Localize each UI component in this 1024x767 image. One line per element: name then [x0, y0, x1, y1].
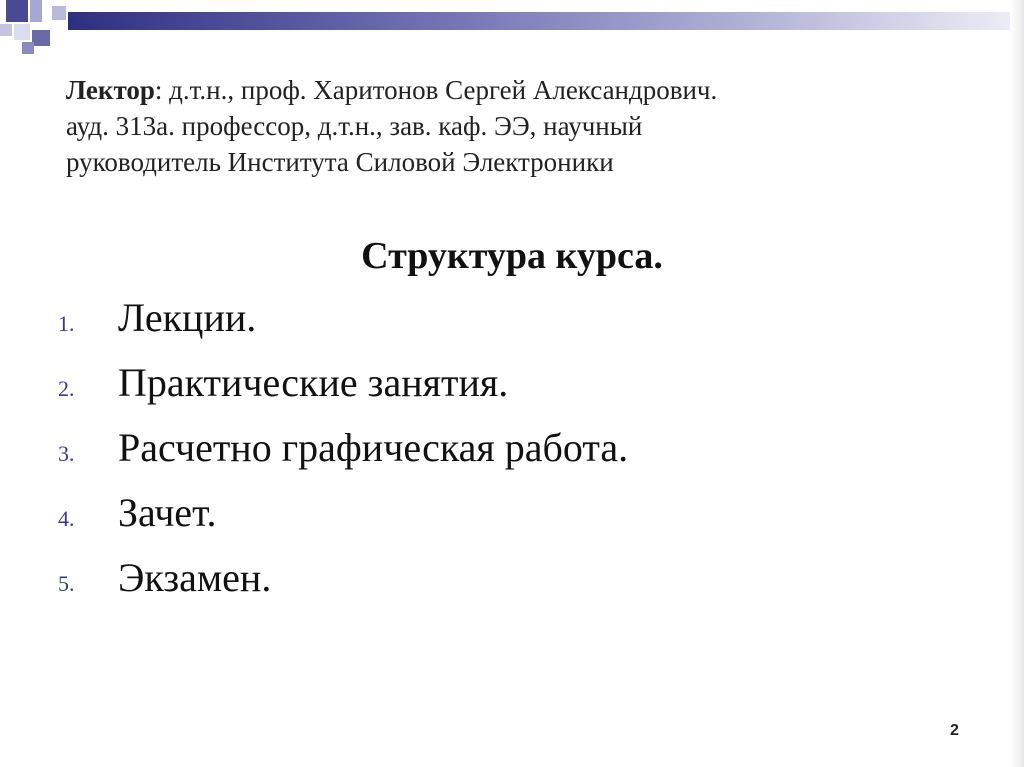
item-number: 1.	[58, 311, 75, 336]
course-items-list	[58, 294, 628, 619]
right-edge-shadow	[1010, 0, 1024, 767]
list-item	[58, 294, 628, 359]
header-gradient-bar	[68, 12, 1010, 30]
decor-square	[52, 6, 66, 20]
course-structure-title	[0, 234, 1024, 278]
item-label: Экзамен.	[118, 555, 272, 600]
item-label: Практические занятия.	[118, 360, 509, 405]
list-item	[58, 554, 628, 619]
lecturer-line-2: ауд. 313а. профессор, д.т.н., зав. каф. ЭЭ, научный	[66, 111, 643, 141]
decor-square	[22, 42, 34, 54]
lecturer-name: : д.т.н., проф. Харитонов Сергей Александрович.	[154, 75, 718, 105]
item-label: Зачет.	[118, 490, 217, 535]
lecturer-info	[66, 72, 946, 180]
item-number: 2.	[58, 376, 75, 401]
lecturer-line-1	[66, 72, 946, 108]
item-number: 4.	[58, 506, 75, 531]
item-number: 5.	[58, 571, 75, 596]
list-item	[58, 359, 628, 424]
decor-square	[14, 24, 30, 40]
item-number: 3.	[58, 441, 75, 466]
item-label: Лекции.	[118, 295, 257, 340]
page-number: 2	[950, 722, 959, 739]
decor-square	[0, 24, 12, 36]
item-label: Расчетно графическая работа.	[118, 425, 629, 470]
course-title-text: Структура курса.	[361, 235, 663, 277]
decor-square	[30, 0, 42, 22]
lecturer-label: Лектор	[66, 75, 155, 105]
lecturer-line-3: руководитель Института Силовой Электроники	[66, 147, 614, 177]
decor-square	[32, 30, 50, 46]
list-item	[58, 489, 628, 554]
list-item	[58, 424, 628, 489]
decor-square	[6, 0, 28, 22]
